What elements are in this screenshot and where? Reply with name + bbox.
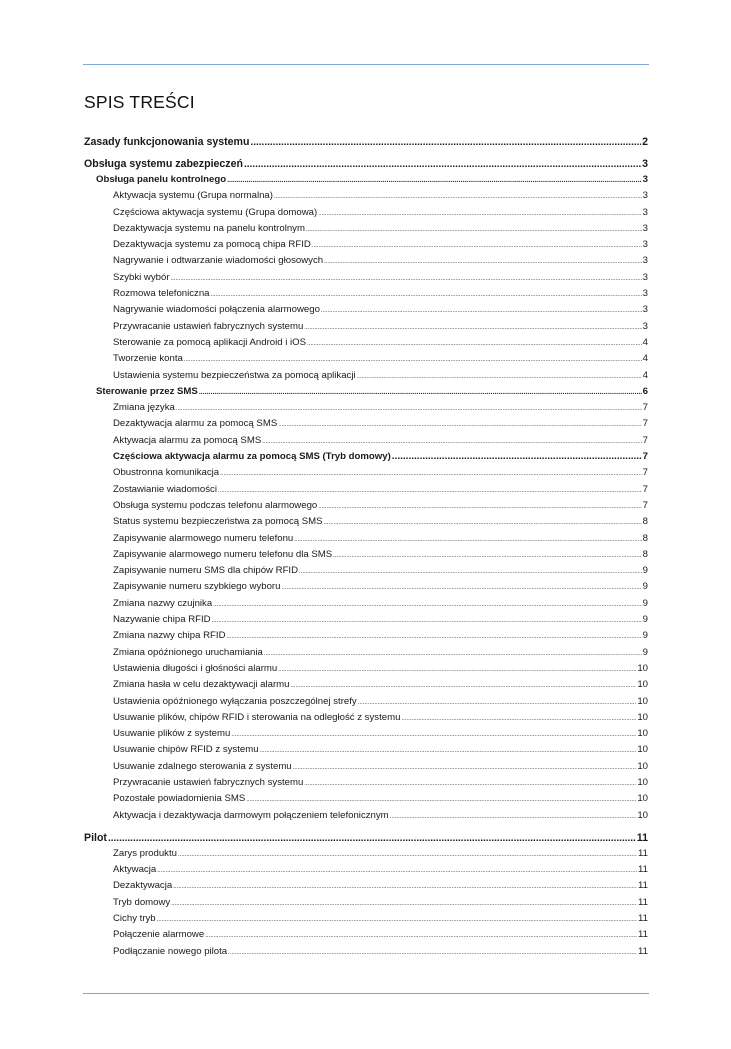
toc-leader-dots	[294, 531, 641, 548]
toc-entry-label: Zmiana opóźnionego uruchamiania	[113, 646, 263, 658]
toc-entry-page: 3	[642, 304, 648, 316]
toc-leader-dots	[227, 628, 642, 645]
toc-entry-label: Dezaktywacja	[113, 880, 173, 892]
toc-leader-dots	[293, 759, 637, 776]
toc-leader-dots	[227, 172, 642, 189]
toc-entry-label: Nazywanie chipa RFID	[113, 614, 211, 626]
toc-entry-page: 10	[637, 695, 648, 707]
toc-entry-page: 11	[638, 929, 648, 941]
toc-entry[interactable]	[84, 612, 648, 628]
toc-entry-page: 7	[642, 402, 648, 414]
toc-entry[interactable]	[84, 335, 648, 351]
toc-entry[interactable]	[84, 911, 648, 927]
toc-entry[interactable]	[84, 368, 648, 384]
toc-entry-page: 3	[642, 158, 648, 170]
toc-entry-label: Usuwanie chipów RFID z systemu	[113, 744, 259, 756]
toc-entry-label: Tworzenie konta	[113, 353, 183, 365]
toc-entry-page: 3	[642, 239, 648, 251]
toc-entry-page: 10	[637, 809, 648, 821]
toc-entry[interactable]	[84, 205, 648, 221]
toc-entry-page: 9	[642, 565, 648, 577]
toc-leader-dots	[199, 384, 642, 401]
toc-leader-dots	[171, 270, 642, 287]
toc-leader-dots	[274, 188, 642, 205]
toc-entry[interactable]	[84, 433, 648, 449]
toc-entry[interactable]	[84, 596, 648, 612]
toc-entry[interactable]	[84, 465, 648, 481]
toc-entry-label: Status systemu bezpieczeństwa za pomocą SMS	[113, 516, 323, 528]
toc-leader-dots	[291, 677, 637, 694]
toc-leader-dots	[312, 237, 642, 254]
footer-rule	[83, 993, 649, 994]
toc-entry-label: Usuwanie zdalnego sterowania z systemu	[113, 760, 292, 772]
toc-entry[interactable]	[84, 742, 648, 758]
toc-entry-label: Pilot	[84, 831, 107, 844]
toc-entry-label: Nagrywanie i odtwarzanie wiadomości głosowych	[113, 255, 324, 267]
toc-entry-page: 8	[642, 532, 648, 544]
toc-entry[interactable]	[84, 188, 648, 204]
toc-entry-label: Ustawienia długości i głośności alarmu	[113, 662, 278, 674]
toc-entry[interactable]	[84, 449, 648, 465]
toc-entry-label: Zmiana nazwy chipa RFID	[113, 630, 226, 642]
toc-entry-label: Ustawienia opóźnionego wyłączania poszczególnej strefy	[113, 695, 357, 707]
toc-entry[interactable]	[84, 563, 648, 579]
toc-entry-page: 11	[638, 945, 648, 957]
toc-entry-label: Zmiana języka	[113, 402, 175, 414]
toc-entry[interactable]	[84, 830, 648, 846]
toc-entry[interactable]	[84, 172, 648, 188]
toc-leader-dots	[218, 482, 642, 499]
toc-entry-page: 9	[642, 614, 648, 626]
toc-entry[interactable]	[84, 895, 648, 911]
toc-entry-label: Zmiana nazwy czujnika	[113, 597, 213, 609]
toc-entry-label: Aktywacja alarmu za pomocą SMS	[113, 434, 262, 446]
toc-leader-dots	[213, 596, 641, 613]
toc-entry-label: Dezaktywacja systemu na panelu kontrolnym	[113, 222, 305, 234]
toc-entry-label: Tryb domowy	[113, 896, 171, 908]
toc-entry[interactable]	[84, 694, 648, 710]
toc-entry-page: 7	[642, 434, 648, 446]
toc-entry-label: Obsługa panelu kontrolnego	[96, 174, 227, 185]
toc-entry[interactable]	[84, 384, 648, 400]
toc-leader-dots	[333, 547, 641, 564]
toc-entry[interactable]	[84, 878, 648, 894]
toc-entry-page: 3	[642, 288, 648, 300]
toc-entry-label: Obsługa systemu zabezpieczeń	[84, 158, 243, 170]
toc-leader-dots	[171, 895, 637, 912]
toc-leader-dots	[299, 563, 642, 580]
toc-entry-page: 8	[642, 516, 648, 528]
toc-entry-label: Podłączanie nowego pilota	[113, 945, 228, 957]
toc-entry-label: Częściowa aktywacja systemu (Grupa domowa)	[113, 206, 318, 218]
toc-leader-dots	[173, 878, 637, 895]
toc-leader-dots	[306, 221, 642, 238]
toc-leader-dots	[324, 253, 642, 270]
toc-leader-dots	[307, 335, 642, 352]
toc-entry-label: Przywracanie ustawień fabrycznych systemu	[113, 776, 304, 788]
toc-entry-page: 7	[642, 499, 648, 511]
toc-entry[interactable]	[84, 319, 648, 335]
toc-entry-label: Zapisywanie numeru SMS dla chipów RFID	[113, 565, 299, 577]
toc-leader-dots	[212, 612, 642, 629]
toc-leader-dots	[264, 645, 642, 662]
toc-entry-page: 10	[637, 744, 648, 756]
toc-entry-label: Zapisywanie numeru szybkiego wyboru	[113, 581, 281, 593]
toc-entry-page: 3	[642, 320, 648, 332]
toc-entry-label: Pozostałe powiadomienia SMS	[113, 793, 246, 805]
toc-entry-page: 11	[638, 864, 648, 876]
toc-leader-dots	[357, 368, 642, 385]
toc-leader-dots	[278, 416, 641, 433]
toc-entry[interactable]	[84, 579, 648, 595]
toc-entry-label: Sterowanie przez SMS	[96, 385, 198, 397]
toc-entry-label: Rozmowa telefoniczna	[113, 288, 210, 300]
header-rule	[83, 64, 649, 65]
toc-entry[interactable]	[84, 286, 648, 302]
toc-leader-dots	[220, 465, 642, 482]
toc-entry-page: 7	[642, 467, 648, 479]
toc-entry-page: 11	[638, 880, 648, 892]
toc-leader-dots	[228, 944, 637, 961]
toc-entry-label: Zasady funkcjonowania systemu	[84, 136, 250, 148]
toc-leader-dots	[246, 791, 636, 808]
toc-entry[interactable]	[84, 862, 648, 878]
toc-leader-dots	[178, 846, 637, 863]
toc-entry-label: Przywracanie ustawień fabrycznych systemu	[113, 320, 304, 332]
toc-entry-page: 9	[642, 646, 648, 658]
toc-leader-dots	[304, 319, 641, 336]
toc-entry-page: 11	[638, 913, 648, 925]
toc-entry-label: Zapisywanie alarmowego numeru telefonu dla SMS	[113, 548, 333, 560]
toc-entry[interactable]	[84, 808, 648, 824]
toc-entry-page: 3	[642, 255, 648, 267]
toc-entry[interactable]	[84, 416, 648, 432]
toc-entry-label: Dezaktywacja systemu za pomocą chipa RFID	[113, 239, 311, 251]
toc-entry-page: 3	[642, 190, 648, 202]
toc-entry[interactable]	[84, 628, 648, 644]
toc-entry-page: 10	[637, 760, 648, 772]
toc-entry-label: Dezaktywacja alarmu za pomocą SMS	[113, 418, 278, 430]
toc-entry-page: 10	[637, 776, 648, 788]
toc-entry-label: Połączenie alarmowe	[113, 929, 205, 941]
toc-entry-label: Obustronna komunikacja	[113, 467, 220, 479]
toc-leader-dots	[392, 449, 642, 465]
toc-leader-dots	[184, 351, 642, 368]
toc-leader-dots	[390, 808, 637, 825]
toc-entry[interactable]	[84, 944, 648, 960]
toc-entry[interactable]	[84, 514, 648, 530]
toc-entry-label: Usuwanie plików z systemu	[113, 728, 231, 740]
toc-entry[interactable]	[84, 710, 648, 726]
toc-entry-label: Usuwanie plików, chipów RFID i sterowania na odległość z systemu	[113, 711, 401, 723]
toc-entry-page: 11	[638, 847, 648, 859]
toc-leader-dots	[358, 694, 637, 711]
toc-entry[interactable]	[84, 547, 648, 563]
toc-entry-label: Zostawianie wiadomości	[113, 483, 217, 495]
toc-entry-page: 10	[637, 711, 648, 723]
toc-entry-page: 9	[642, 581, 648, 593]
toc-entry-label: Aktywacja systemu (Grupa normalna)	[113, 190, 273, 202]
toc-leader-dots	[318, 205, 641, 222]
toc-entry-label: Aktywacja i dezaktywacja darmowym połączeniem telefonicznym	[113, 809, 389, 821]
toc-entry-page: 7	[642, 483, 648, 495]
toc-leader-dots	[401, 710, 636, 727]
toc-entry-page: 9	[642, 597, 648, 609]
page-title: SPIS TREŚCI	[84, 92, 195, 112]
toc-leader-dots	[244, 156, 641, 173]
toc-leader-dots	[262, 433, 641, 450]
toc-entry-page: 3	[642, 174, 648, 185]
toc-leader-dots	[321, 302, 642, 319]
toc-entry-label: Ustawienia systemu bezpieczeństwa za pomocą aplikacji	[113, 369, 356, 381]
toc-entry-page: 4	[642, 336, 648, 348]
toc-entry[interactable]	[84, 759, 648, 775]
toc-entry-page: 10	[637, 793, 648, 805]
toc-entry-page: 3	[642, 206, 648, 218]
toc-entry-page: 9	[642, 630, 648, 642]
toc-entry-label: Zapisywanie alarmowego numeru telefonu	[113, 532, 294, 544]
toc-entry-page: 6	[642, 385, 648, 397]
toc-entry[interactable]	[84, 661, 648, 677]
table-of-contents	[84, 134, 648, 960]
toc-entry-page: 10	[637, 728, 648, 740]
toc-entry[interactable]	[84, 156, 648, 172]
toc-entry[interactable]	[84, 482, 648, 498]
toc-entry[interactable]	[84, 645, 648, 661]
toc-leader-dots	[304, 775, 636, 792]
toc-entry-label: Zmiana hasła w celu dezaktywacji alarmu	[113, 679, 290, 691]
toc-entry[interactable]	[84, 400, 648, 416]
toc-entry-page: 11	[636, 831, 648, 844]
toc-leader-dots	[108, 830, 636, 847]
toc-leader-dots	[278, 661, 636, 678]
toc-entry[interactable]	[84, 677, 648, 693]
toc-leader-dots	[157, 911, 637, 928]
toc-entry-label: Obsługa systemu podczas telefonu alarmowego	[113, 499, 318, 511]
toc-leader-dots	[176, 400, 642, 417]
toc-entry-page: 7	[642, 418, 648, 430]
toc-leader-dots	[231, 726, 636, 743]
toc-entry-page: 3	[642, 222, 648, 234]
toc-entry-page: 4	[642, 369, 648, 381]
toc-entry[interactable]	[84, 927, 648, 943]
toc-entry[interactable]	[84, 791, 648, 807]
toc-entry-label: Częściowa aktywacja alarmu za pomocą SMS (Tryb domowy)	[113, 451, 391, 463]
toc-leader-dots	[260, 742, 637, 759]
toc-entry-label: Sterowanie za pomocą aplikacji Android i iOS	[113, 336, 307, 348]
toc-leader-dots	[205, 927, 637, 944]
toc-entry[interactable]	[84, 846, 648, 862]
toc-entry[interactable]	[84, 775, 648, 791]
toc-entry-page: 8	[642, 548, 648, 560]
toc-entry-page: 4	[642, 353, 648, 365]
toc-entry[interactable]	[84, 237, 648, 253]
toc-entry[interactable]	[84, 270, 648, 286]
toc-entry-page: 3	[642, 271, 648, 283]
toc-entry-page: 2	[642, 136, 648, 148]
toc-entry[interactable]	[84, 351, 648, 367]
toc-entry[interactable]	[84, 302, 648, 318]
toc-entry[interactable]	[84, 134, 648, 150]
toc-entry-page: 11	[638, 896, 648, 908]
toc-leader-dots	[281, 579, 641, 596]
toc-entry-label: Zarys produktu	[113, 847, 177, 859]
toc-entry[interactable]	[84, 253, 648, 269]
toc-entry-label: Aktywacja	[113, 864, 157, 876]
toc-entry-page: 10	[637, 679, 648, 691]
toc-entry[interactable]	[84, 531, 648, 547]
toc-leader-dots	[318, 498, 641, 515]
toc-leader-dots	[211, 286, 642, 303]
toc-leader-dots	[250, 134, 641, 151]
toc-leader-dots	[157, 862, 637, 879]
toc-entry[interactable]	[84, 498, 648, 514]
toc-leader-dots	[324, 514, 642, 531]
toc-entry-page: 7	[642, 451, 648, 463]
toc-entry[interactable]	[84, 726, 648, 742]
toc-entry-page: 10	[637, 662, 648, 674]
toc-entry-label: Nagrywanie wiadomości połączenia alarmowego	[113, 304, 320, 316]
toc-entry[interactable]	[84, 221, 648, 237]
toc-entry-label: Szybki wybór	[113, 271, 170, 283]
toc-entry-label: Cichy tryb	[113, 913, 156, 925]
